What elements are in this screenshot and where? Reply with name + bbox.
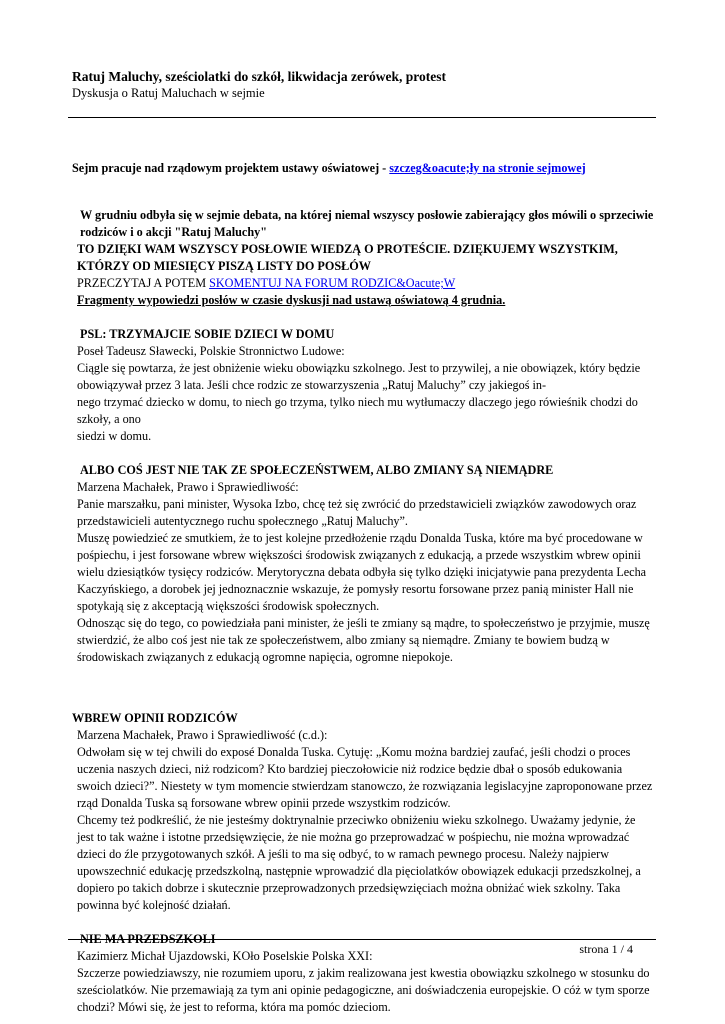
intro-fragments-note: Fragmenty wypowiedzi posłów w czasie dyskusji nad ustawą oświatową 4 grudnia. [77,293,506,307]
document-title: Ratuj Maluchy, sześciolatki do szkół, likwidacja zerówek, protest [72,69,446,84]
document-header [72,68,652,101]
section-paragraph: Chcemy też podkreślić, że nie jesteśmy doktrynalnie przeciwko obniżeniu wieku szkolnego. Uważamy jedynie, że jest to tak ważne i istotne przedsięwzięcie, że nie można go przeprowadzać w pośpiechu, nie można wprowadzać dzieci do źle przygotowanych szkół. A jeśli to ma się odbyć, to w ramach pewnego procesu. Należy najpierw upowszechnić edukację przedszkolną, następnie wprowadzić dla pięciolatków obowiązek edukacji przedszkolnej, a dopiero po takich dobrze i skutecznie przeprowadzonych przedsięwzięciach można obniżać wiek szkolny. Taka powinna być kolejność działań. [77,813,641,912]
forum-comment-link[interactable]: SKOMENTUJ NA FORUM RODZIC&Oacute;W [209,276,456,290]
intro-lead [72,160,654,177]
section-paragraph: Odwołam się w tej chwili do exposé Donalda Tuska. Cytuję: „Komu można bardziej zaufać, jeśli chodzi o proces uczenia naszych dzieci, niż rodzicom? Kto bardziej pieczołowicie niż rodzice będzie dbał o sposób edukowania swoich dzieci?”. Niestety w tym momencie stwierdzam stanowczo, że rozwiązania legislacyjne zaproponowane przez rząd Donalda Tuska są forsowane wbrew opinii przede wszystkim rodziców. [77,745,653,810]
section-heading: WBREW OPINII RODZICÓW [72,711,238,725]
section-speaker: Poseł Tadeusz Sławecki, Polskie Stronnictwo Ludowe: [77,344,345,358]
section-heading: NIE MA PRZEDSZKOLI [80,932,216,946]
section-heading: PSL: TRZYMAJCIE SOBIE DZIECI W DOMU [80,327,335,341]
section-heading: ALBO COŚ JEST NIE TAK ZE SPOŁECZEŃSTWEM, ALBO ZMIANY SĄ NIEMĄDRE [80,463,554,477]
intro-debate-paragraph: W grudniu odbyła się w sejmie debata, na której niemal wszyscy posłowie zabierający głos mówili o sprzeciwie rodziców i o akcji "Ratuj Maluchy" [80,208,654,239]
section-paragraph: siedzi w domu. [77,429,152,443]
intro-lead-text: Sejm pracuje nad rządowym projektem ustawy oświatowej - [72,161,390,175]
section-paragraph: Muszę powiedzieć ze smutkiem, że to jest kolejne przedłożenie rządu Donalda Tuska, które ma być procedowane w pośpiechu, i jest forsowane wbrew większości środowisk związanych z edukacją, a przede wszystkim wbrew opinii wielu dziesiątków tysięcy rodziców. Merytoryczna debata odbyła się tylko dzięki inicjatywie pana prezydenta Lecha Kaczyńskiego, a dorobek jej jednoznacznie wskazuje, że pomysły resortu forsowane przez panią minister Hall nie spotykają się z akceptacją większości środowisk społecznych. [77,531,647,613]
header-divider [68,117,656,118]
footer-divider [68,939,656,940]
section-speaker: Marzena Machałek, Prawo i Sprawiedliwość: [77,480,299,494]
document-subtitle: Dyskusja o Ratuj Maluchach w sejmie [72,86,265,100]
intro-thanks-paragraph: TO DZIĘKI WAM WSZYSCY POSŁOWIE WIEDZĄ O PROTEŚCIE. DZIĘKUJEMY WSZYSTKIM, KTÓRZY OD MIESIĘCY PISZĄ LISTY DO POSŁÓW [77,242,618,273]
section-speaker: Kazimierz Michał Ujazdowski, KOło Poselskie Polska XXI: [77,949,373,963]
section-paragraph: Ciągle się powtarza, że jest obniżenie wieku obowiązku szkolnego. Jest to przywilej, a nie obowiązek, który będzie obowiązywał przez 3 lata. Jeśli chce rodzic ze stowarzyszenia „Ratuj Maluchy” czy jakiegoś in- [77,361,641,392]
section-paragraph: Panie marszałku, pani minister, Wysoka Izbo, chcę też się zwrócić do przedstawicieli związków zawodowych oraz przedstawicieli autentycznego ruchu społecznego „Ratuj Maluchy”. [77,497,637,528]
section-paragraph: nego trzymać dziecko w domu, to niech go trzyma, tylko niech mu wytłumaczy dlaczego jego rówieśnik chodzi do szkoły, a ono [77,395,638,426]
sejm-details-link[interactable]: szczeg&oacute;ły na stronie sejmowej [389,161,586,175]
section-paragraph: Odnosząc się do tego, co powiedziała pani minister, że jeśli te zmiany są mądre, to społeczeństwo je przyjmie, muszę stwierdzić, że albo coś jest nie tak ze społeczeństwem, albo zmiany są niemądre. Zmiany te bowiem budzą w środowiskach związanych z edukacją ogromne napięcia, ogromne niepokoje. [77,616,650,664]
page-number: strona 1 / 4 [579,942,633,956]
section-speaker: Marzena Machałek, Prawo i Sprawiedliwość (c.d.): [77,728,328,742]
intro-read-comment [72,275,654,292]
intro-read-text: PRZECZYTAJ A POTEM [77,276,210,290]
section-paragraph: Szczerze powiedziawszy, nie rozumiem uporu, z jakim realizowana jest kwestia obowiązku szkolnego w stosunku do sześciolatków. Nie przemawiają za tym ani opinie pedagogiczne, ani doświadczenia europejskie. O cóż w tym sporze chodzi? Mówi się, że jest to reforma, która ma pomóc dzieciom. [77,966,650,1014]
